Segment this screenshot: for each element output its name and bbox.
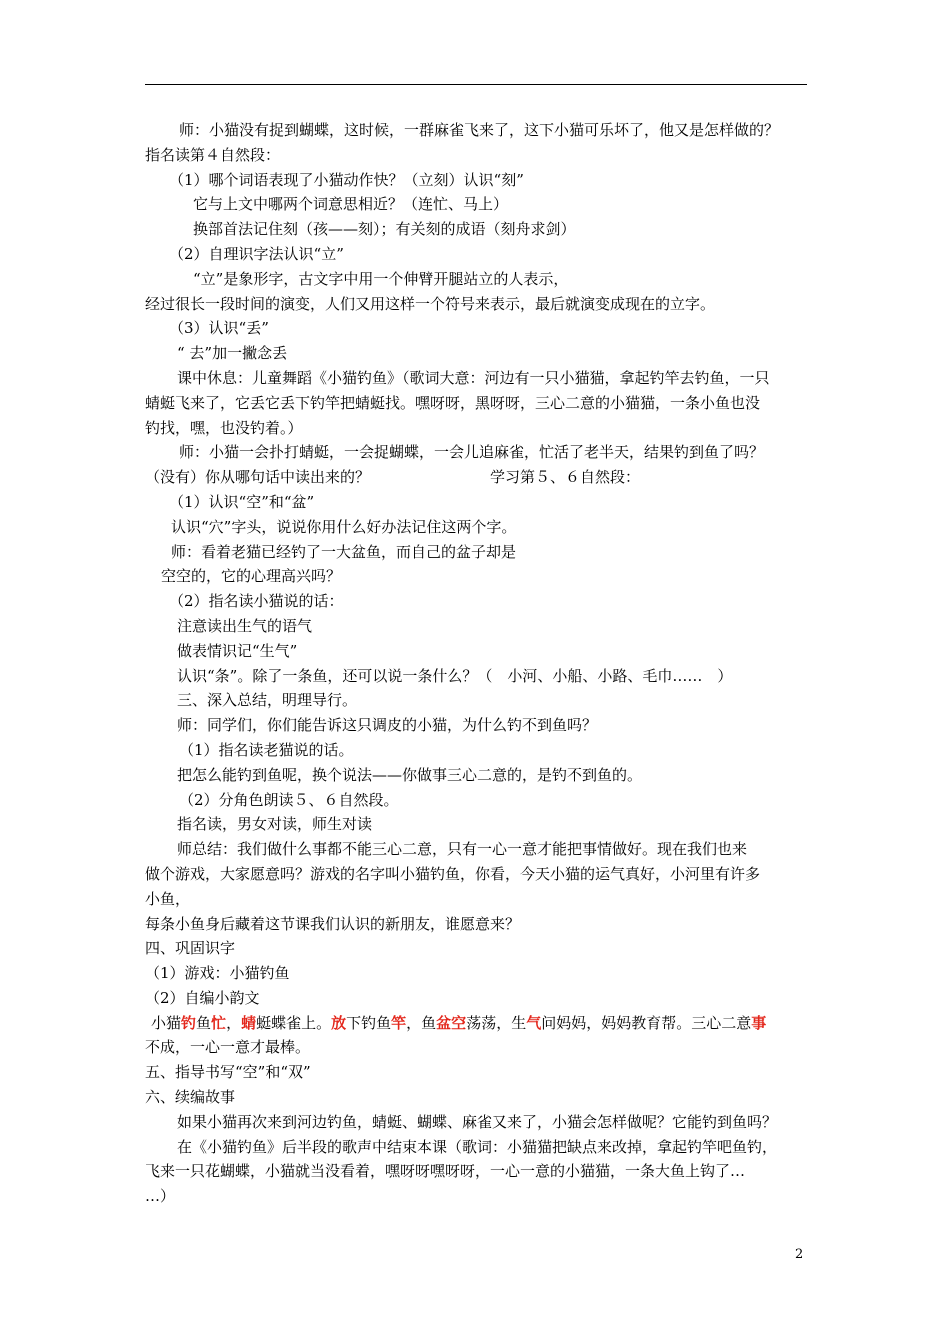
text-line: 指名读第４自然段： [145,145,281,164]
text-line: （1）指名读老猫说的话。 [179,740,354,759]
text-segment: ， [226,1013,242,1032]
text-line: （2）分角色朗读５、６自然段。 [179,790,399,809]
text-line: …） [145,1187,176,1206]
text-line: 师总结：我们做什么事都不能三心二意，只有一心一意才能把事情做好。现在我们也来 [177,840,748,859]
highlighted-character: 蜻 [241,1013,257,1032]
text-line: 六、续编故事 [145,1088,236,1107]
text-line: （1）哪个词语表现了小猫动作快？（立刻）认识“刻” [169,170,524,189]
text-line: 师：同学们，你们能告诉这只调皮的小猫，为什么钓不到鱼吗？ [177,716,598,735]
highlighted-character: 忙 [211,1013,227,1032]
text-line: 经过很长一段时间的演变，人们又用这样一个符号来表示，最后就演变成现在的立字。 [145,294,716,313]
text-line: 空空的，它的心理高兴吗？ [161,567,342,586]
text-line: “立”是象形字，古文字中用一个伸臂开腿站立的人表示， [193,269,569,288]
highlighted-character: 钓 [181,1013,197,1032]
text-line: （没有）你从哪句话中读出来的？ 学习第５、６自然段： [145,468,641,487]
text-line: 三、深入总结，明理导行。 [177,691,358,710]
text-segment: 问妈妈，妈妈教育帮。三心二意 [541,1013,752,1032]
text-segment: ，鱼 [406,1013,437,1032]
highlighted-character: 气 [526,1013,542,1032]
text-line: （2）自理识字法认识“立” [169,244,344,263]
text-line: 注意读出生气的语气 [177,616,313,635]
text-line: 飞来一只花蝴蝶，小猫就当没看着，嘿呀呀嘿呀呀，一心一意的小猫猫，一条大鱼上钩了… [145,1162,746,1181]
text-segment: 荡荡，生 [466,1013,527,1032]
text-line: 认识“穴”字头，说说你用什么好办法记住这两个字。 [171,517,517,536]
highlighted-character: 竿 [391,1013,407,1032]
text-line: 它与上文中哪两个词意思相近？（连忙、马上） [193,195,509,214]
text-segment: 下钓鱼 [346,1013,392,1032]
text-line: 四、巩固识字 [145,939,236,958]
text-line: 做个游戏，大家愿意吗？游戏的名字叫小猫钓鱼，你看，今天小猫的运气真好，小河里有许多 [145,864,761,883]
document-body [145,118,825,1209]
highlighted-character: 事 [751,1013,767,1032]
text-line: 小鱼， [145,889,191,908]
text-line: 师：看着老猫已经钓了一大盆鱼，而自己的盆子却是 [171,542,517,561]
text-line: “ 去”加一撇念丢 [177,344,288,363]
text-line: （1）游戏：小猫钓鱼 [145,964,290,983]
text-line [145,1011,825,1036]
highlighted-character: 盆空 [436,1013,467,1032]
text-line: 每条小鱼身后藏着这节课我们认识的新朋友，谁愿意来？ [145,914,521,933]
text-line: 师：小猫没有捉到蝴蝶，这时候，一群麻雀飞来了，这下小猫可乐坏了，他又是怎样做的？ [179,121,780,139]
text-line: 指名读，男女对读，师生对读 [177,815,373,834]
text-line: 蜻蜓飞来了，它丢它丢下钓竿把蜻蜓找。嘿呀呀，黑呀呀，三心二意的小猫猫，一条小鱼也没 [145,393,761,412]
text-line: 在《小猫钓鱼》后半段的歌声中结束本课（歌词：小猫猫把缺点来改掉，拿起钓竿吧鱼钓， [177,1137,778,1156]
text-line: 不成，一心一意才最棒。 [145,1038,311,1057]
text-line: 师：小猫一会扑打蜻蜓，一会捉蝴蝶，一会儿追麻雀，忙活了老半天，结果钓到鱼了吗？ [179,443,765,462]
text-line: 五、指导书写“空”和“双” [145,1063,311,1082]
text-line: 把怎么能钓到鱼呢，换个说法——你做事三心二意的，是钓不到鱼的。 [177,765,643,784]
text-line: 课中休息：儿童舞蹈《小猫钓鱼》（歌词大意：河边有一只小猫猫，拿起钓竿去钓鱼，一只 [177,368,770,387]
text-segment: 小猫 [151,1013,182,1032]
text-line: 做表情识记“生气” [177,641,298,660]
text-line: 如果小猫再次来到河边钓鱼，蜻蜓、蝴蝶、麻雀又来了，小猫会怎样做呢？它能钓到鱼吗？ [177,1112,778,1131]
text-line: （1）认识“空”和“盆” [169,492,315,511]
text-line: 换部首法记住刻（孩——刻）；有关刻的成语（刻舟求剑） [193,220,576,239]
text-segment: 蜓蝶雀上。 [256,1013,332,1032]
text-line: （2）自编小韵文 [145,988,260,1007]
text-line: （3）认识“丢” [169,319,269,338]
text-segment: 鱼 [196,1013,212,1032]
header-rule [145,84,807,85]
text-line: （2）指名读小猫说的话： [169,592,344,611]
text-line: 钓找，嘿，也没钓着。） [145,418,303,437]
text-line: 认识“条”。除了一条鱼，还可以说一条什么？（ 小河、小船、小路、毛巾…… ） [177,666,733,685]
highlighted-character: 放 [331,1013,347,1032]
page-number: 2 [795,1247,804,1262]
